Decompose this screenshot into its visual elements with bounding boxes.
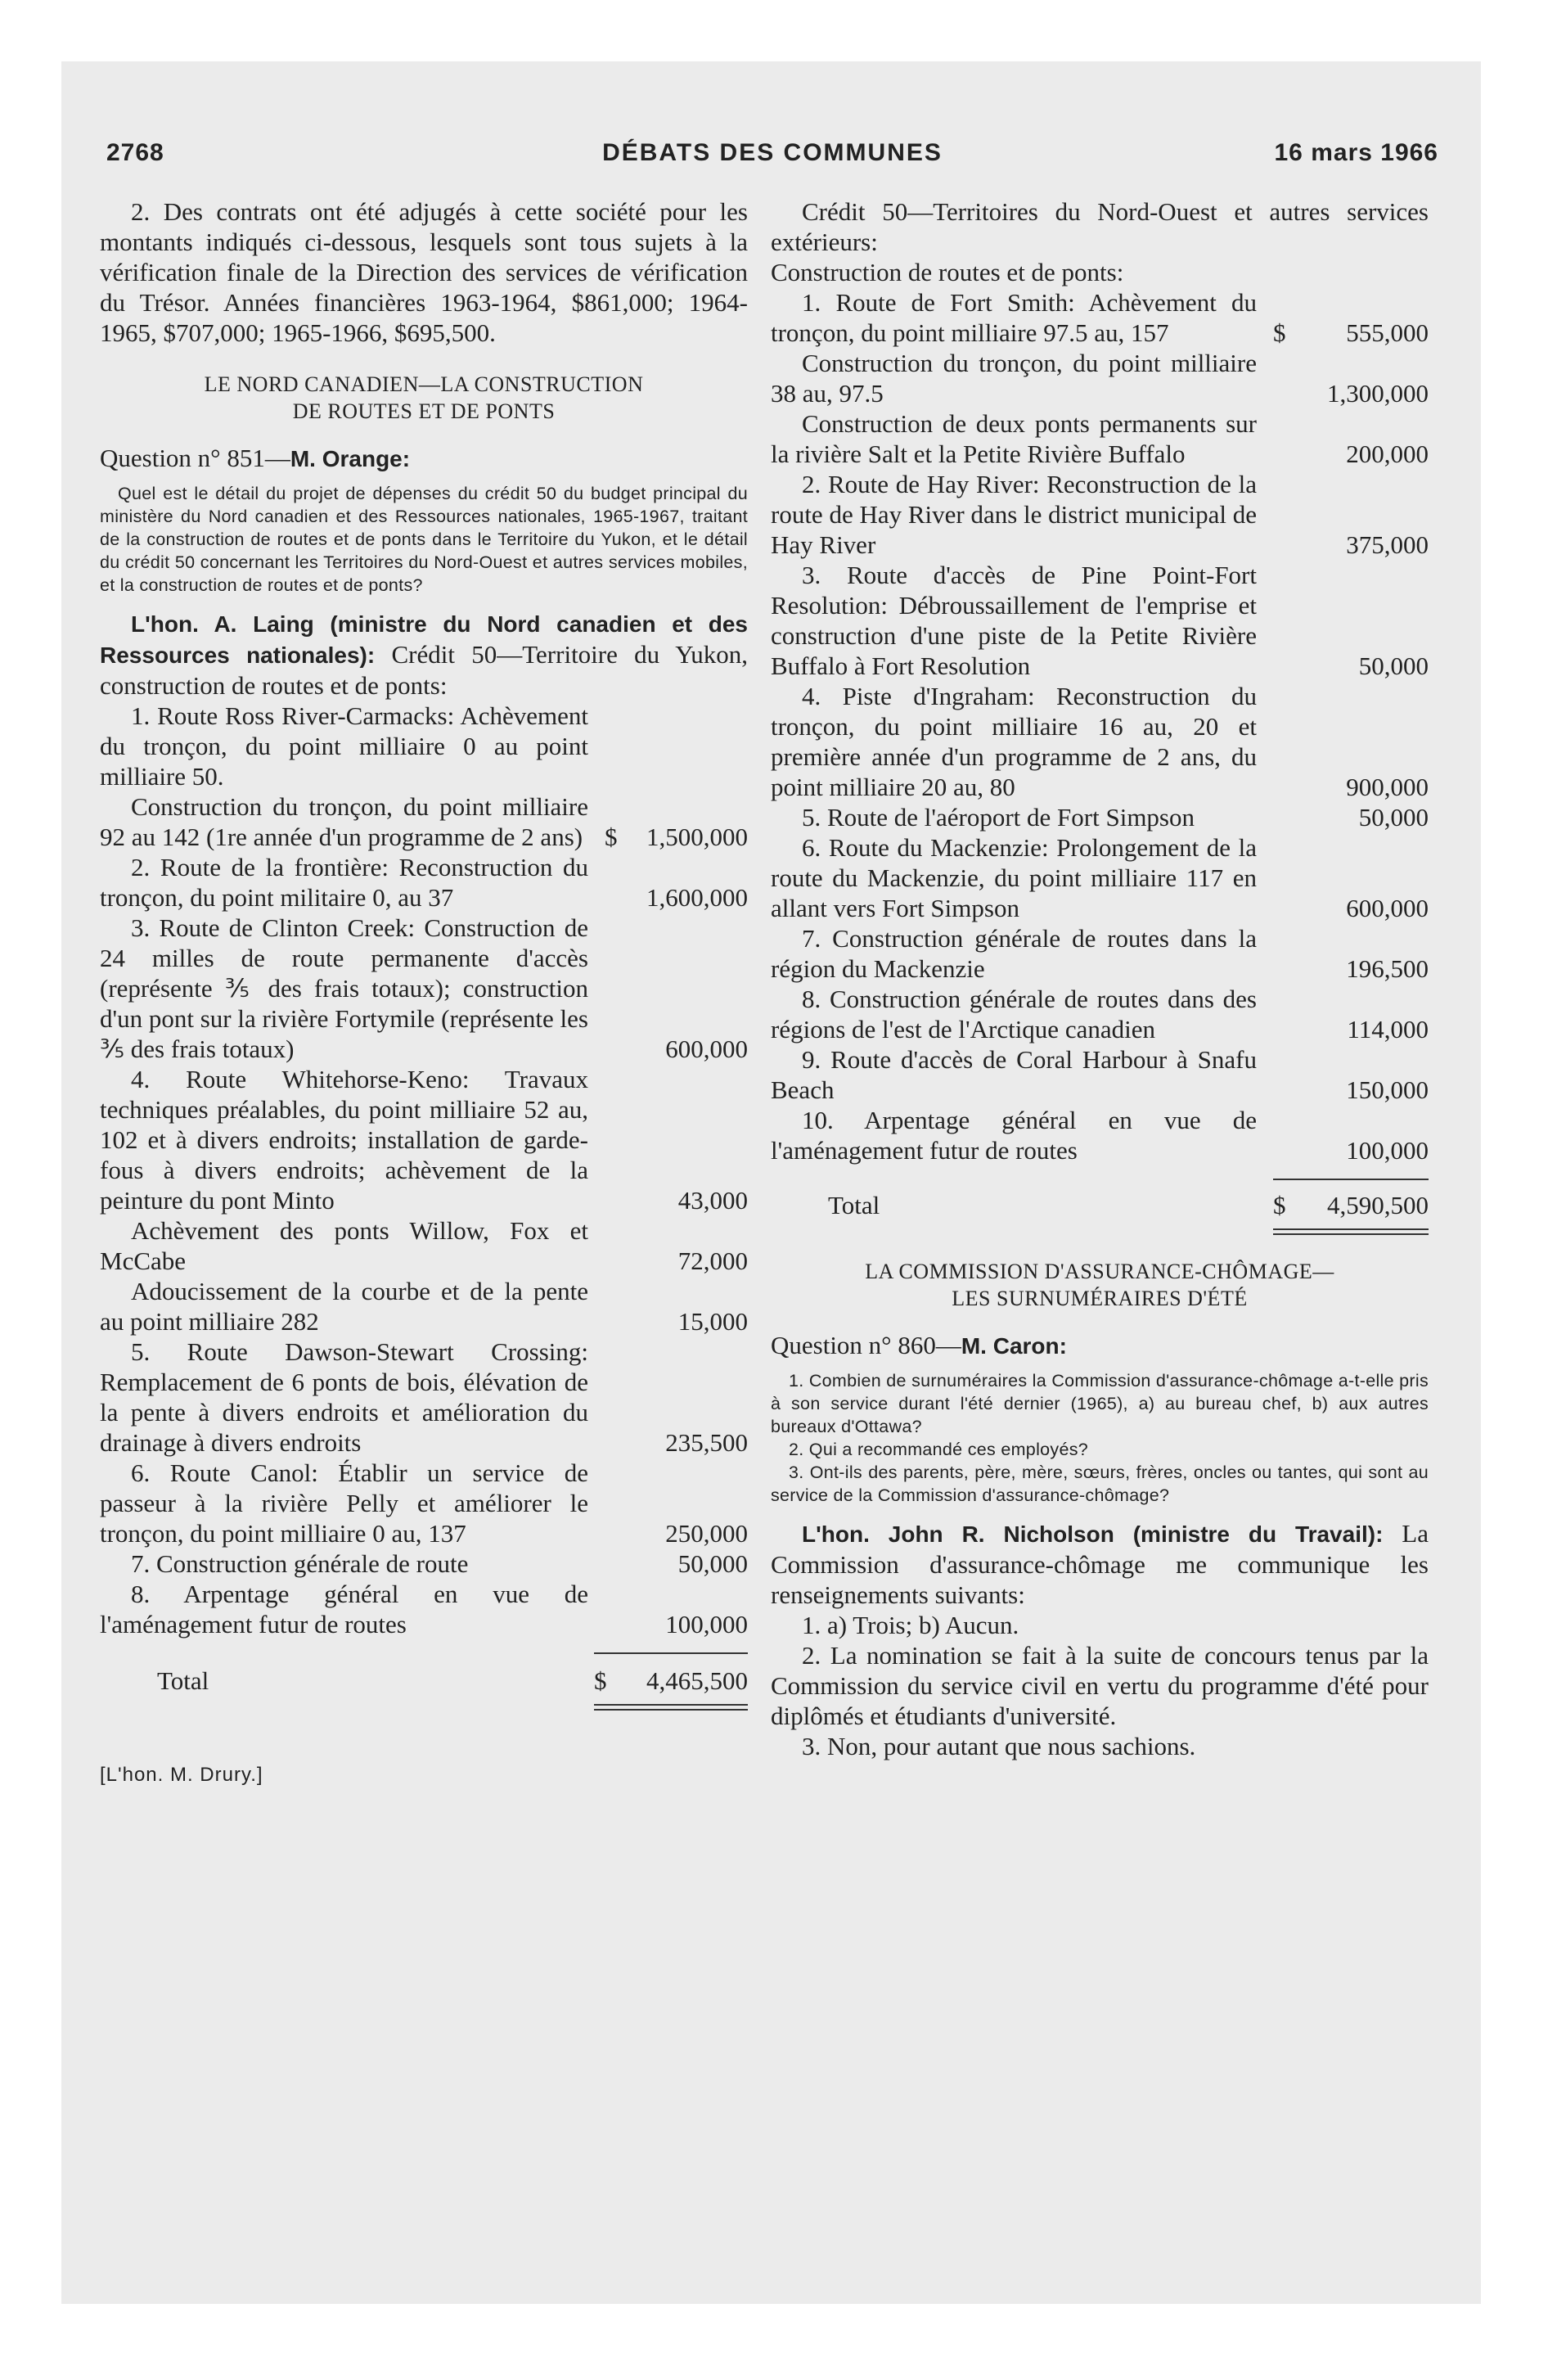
line-item <box>100 701 748 791</box>
line-item-text: 1. Route Ross River-Carmacks: Achèvement du tronçon, du point milliaire 0 au point milliaire 50. <box>100 701 588 791</box>
line-item <box>771 1044 1429 1105</box>
contracts-paragraph: 2. Des contrats ont été adjugés à cette société pour les montants indiqués ci-dessous, lesquels sont tous sujets à la vérification finale de la Direction des services de vérification du Trésor. Années financières 1963-1964, $861,000; 1964-1965, $707,000; 1965-1966, $695,500. <box>100 197 748 347</box>
line-item <box>100 852 748 913</box>
line-item-text: 2. Route de Hay River: Reconstruction de la route de Hay River dans le district municipal de Hay River <box>771 470 1257 559</box>
total-double-rule <box>1273 1228 1429 1235</box>
nwt-item-list <box>771 287 1429 1165</box>
total-dollar: $ <box>1273 1191 1286 1219</box>
line-item-value: 50,000 <box>677 1549 748 1578</box>
sum-rule <box>594 1652 748 1654</box>
section-heading-line: LES SURNUMÉRAIRES D'ÉTÉ <box>952 1287 1248 1310</box>
yukon-item-list <box>100 701 748 1639</box>
line-item-text: 3. Route de Clinton Creek: Construction de 24 milles de route permanente d'accès (représente ⅗ des frais totaux); construction d'un pont sur la rivière Fortymile (représente les ⅗ des frais totaux) <box>100 913 588 1063</box>
amount: 555,000 <box>1346 318 1429 347</box>
total-double-rule <box>594 1704 748 1711</box>
question-body: Quel est le détail du projet de dépenses du crédit 50 du budget principal du ministère du Nord canadien et des Ressources nationales, 1965-1967, traitant de la construction de routes et de ponts dans le Territoire du Yukon, et le détail du crédit 50 concernant les Territoires du Nord-Ouest et autres services mobiles, et la construction de routes et de ponts? <box>100 484 748 595</box>
line-item-value: 250,000 <box>665 1519 748 1548</box>
publication-title: DÉBATS DES COMMUNES <box>602 139 943 166</box>
line-item-text: 7. Construction générale de route <box>131 1549 469 1578</box>
question-text <box>771 1369 1429 1507</box>
line-item-text: 4. Piste d'Ingraham: Reconstruction du tronçon, du point milliaire 16 au, 20 et première année d'un programme de 2 ans, du point milliaire 20 au, 80 <box>771 682 1257 801</box>
line-item <box>771 560 1429 681</box>
page-date: 16 mars 1966 <box>1274 139 1438 166</box>
question-member: M. Caron: <box>961 1333 1067 1359</box>
line-item-value <box>605 822 748 852</box>
total-label: Total <box>828 1191 880 1219</box>
right-column <box>771 196 1429 1761</box>
question-text <box>100 482 748 597</box>
line-item <box>100 1276 748 1336</box>
answer-speaker: L'hon. A. Laing (ministre du Nord canadien et des Ressources nationales): <box>100 611 748 668</box>
question-item: 3. Ont-ils des parents, père, mère, sœurs, frères, oncles ou tantes, qui sont au service de la Commission d'assurance-chômage? <box>771 1463 1429 1505</box>
line-item-value: 50,000 <box>1358 803 1429 832</box>
line-item-value: 43,000 <box>677 1186 748 1215</box>
line-item-text: 9. Route d'accès de Coral Harbour à Snafu Beach <box>771 1045 1257 1104</box>
left-column <box>100 196 748 1790</box>
total-label: Total <box>157 1666 209 1695</box>
line-item-value: 200,000 <box>1346 439 1429 468</box>
line-item <box>100 791 748 852</box>
line-item-value: 100,000 <box>1346 1136 1429 1165</box>
line-item-value: 100,000 <box>665 1610 748 1639</box>
line-item <box>100 1336 748 1458</box>
answer-text: La Commission d'assurance-chômage me communique les renseignements suivants: <box>771 1519 1429 1609</box>
line-item-value: 1,300,000 <box>1327 379 1429 408</box>
answer-laing <box>100 608 748 701</box>
question-851 <box>100 443 748 474</box>
credit-subhead: Construction de routes et de ponts: <box>771 258 1124 286</box>
line-item <box>771 984 1429 1044</box>
question-number: Question n° 860— <box>771 1331 961 1359</box>
section-heading-chomage <box>771 1258 1429 1312</box>
line-item-value: 600,000 <box>1346 894 1429 922</box>
line-item <box>100 1215 748 1276</box>
line-item-text: 10. Arpentage général en vue de l'aménagement futur de routes <box>771 1106 1257 1165</box>
answer-item: 2. La nomination se fait à la suite de concours tenus par la Commission du service civil en vertu du programme d'été pour diplômés et étudiants d'université. <box>771 1641 1429 1730</box>
line-item <box>100 1064 748 1215</box>
total-value <box>1273 1190 1429 1220</box>
line-item-value: 114,000 <box>1347 1015 1429 1044</box>
answer-text: Crédit 50—Territoire du Yukon, construction de routes et de ponts: <box>100 640 749 700</box>
line-item-text: 8. Arpentage général en vue de l'aménagement futur de routes <box>100 1580 588 1639</box>
line-item-text: 5. Route de l'aéroport de Fort Simpson <box>802 803 1195 832</box>
line-item-text: 8. Construction générale de routes dans des régions de l'est de l'Arctique canadien <box>771 985 1257 1044</box>
line-item-text: 5. Route Dawson-Stewart Crossing: Remplacement de 6 ponts de bois, élévation de la pente à divers endroits et amélioration du drainage à divers endroits <box>100 1337 588 1457</box>
line-item <box>100 1548 748 1579</box>
total-row <box>100 1666 748 1696</box>
line-item-value: 900,000 <box>1346 773 1429 801</box>
line-item-text: Adoucissement de la courbe et de la pente au point milliaire 282 <box>100 1277 588 1336</box>
question-860 <box>771 1330 1429 1361</box>
line-item-text: 6. Route Canol: Établir un service de passeur à la rivière Pelly et améliorer le tronçon, du point milliaire 0 au, 137 <box>100 1458 588 1548</box>
line-item-text: 1. Route de Fort Smith: Achèvement du tronçon, du point milliaire 97.5 au, 157 <box>771 288 1257 347</box>
section-heading-line: LE NORD CANADIEN—LA CONSTRUCTION <box>204 372 644 396</box>
line-item-text: Construction du tronçon, du point milliaire 92 au 142 (1re année d'un programme de 2 ans) <box>100 792 588 851</box>
line-item-text: Construction de deux ponts permanents sur la rivière Salt et la Petite Rivière Buffalo <box>771 409 1257 468</box>
line-item <box>100 913 748 1064</box>
line-item-value: 15,000 <box>677 1307 748 1336</box>
line-item <box>771 1105 1429 1165</box>
line-item-text: Construction du tronçon, du point milliaire 38 au, 97.5 <box>771 349 1257 408</box>
line-item <box>771 348 1429 408</box>
line-item-text: 6. Route du Mackenzie: Prolongement de la route du Mackenzie, du point milliaire 117 en allant vers Fort Simpson <box>771 833 1257 922</box>
total-amount: 4,465,500 <box>646 1666 748 1695</box>
answer-item: 3. Non, pour autant que nous sachions. <box>802 1732 1196 1760</box>
question-item: 2. Qui a recommandé ces employés? <box>789 1440 1089 1459</box>
dollar-sign: $ <box>1273 318 1286 347</box>
line-item-value <box>1273 318 1429 348</box>
section-heading-line: DE ROUTES ET DE PONTS <box>292 399 556 423</box>
line-item-text: 7. Construction générale de routes dans la région du Mackenzie <box>771 924 1257 983</box>
line-item <box>771 802 1429 832</box>
line-item-value: 375,000 <box>1346 530 1429 559</box>
line-item <box>771 923 1429 984</box>
total-value <box>594 1666 748 1696</box>
line-item-text: 2. Route de la frontière: Reconstruction du tronçon, du point militaire 0, au 37 <box>100 853 588 912</box>
dollar-sign: $ <box>605 823 618 851</box>
total-row <box>771 1190 1429 1220</box>
page-header <box>106 139 1438 172</box>
credit-intro: Crédit 50—Territoires du Nord-Ouest et autres services extérieurs: <box>771 197 1429 256</box>
question-number: Question n° 851— <box>100 444 290 472</box>
line-item <box>771 408 1429 469</box>
line-item-value: 235,500 <box>665 1428 748 1457</box>
line-item-text: 4. Route Whitehorse-Keno: Travaux techniques préalables, du point milliaire 52 au, 102 et à divers endroits; installation de garde-fous à divers endroits; achèvement de la peinture du pont Minto <box>100 1065 588 1215</box>
answer-item: 1. a) Trois; b) Aucun. <box>802 1611 1019 1639</box>
amount: 1,500,000 <box>646 823 748 851</box>
line-item <box>771 469 1429 560</box>
line-item-value: 50,000 <box>1358 651 1429 680</box>
line-item <box>771 681 1429 802</box>
answer-speaker: L'hon. John R. Nicholson (ministre du Travail): <box>802 1521 1384 1547</box>
total-dollar: $ <box>594 1666 607 1695</box>
line-item <box>100 1458 748 1548</box>
total-amount: 4,590,500 <box>1327 1191 1429 1219</box>
line-item <box>771 287 1429 348</box>
question-member: M. Orange: <box>290 446 411 471</box>
line-item <box>771 832 1429 923</box>
section-heading-line: LA COMMISSION D'ASSURANCE-CHÔMAGE— <box>865 1260 1334 1283</box>
line-item-value: 1,600,000 <box>646 883 748 912</box>
line-item-text: Achèvement des ponts Willow, Fox et McCabe <box>100 1216 588 1275</box>
line-item-text: 3. Route d'accès de Pine Point-Fort Resolution: Débroussaillement de l'emprise et construction d'une piste de la Petite Rivière Buffalo à Fort Resolution <box>771 561 1257 680</box>
signature: [L'hon. M. Drury.] <box>100 1764 263 1786</box>
section-heading-nord <box>100 371 748 425</box>
line-item-value: 72,000 <box>677 1246 748 1275</box>
line-item <box>100 1579 748 1639</box>
question-item: 1. Combien de surnuméraires la Commission d'assurance-chômage a-t-elle pris à son service durant l'été dernier (1965), a) au bureau chef, b) aux autres bureaux d'Ottawa? <box>771 1371 1429 1436</box>
answer-nicholson <box>771 1518 1429 1610</box>
sum-rule <box>1273 1179 1429 1180</box>
page-number: 2768 <box>106 139 164 166</box>
line-item-value: 196,500 <box>1346 954 1429 983</box>
line-item-value: 600,000 <box>665 1034 748 1063</box>
line-item-value: 150,000 <box>1346 1075 1429 1104</box>
